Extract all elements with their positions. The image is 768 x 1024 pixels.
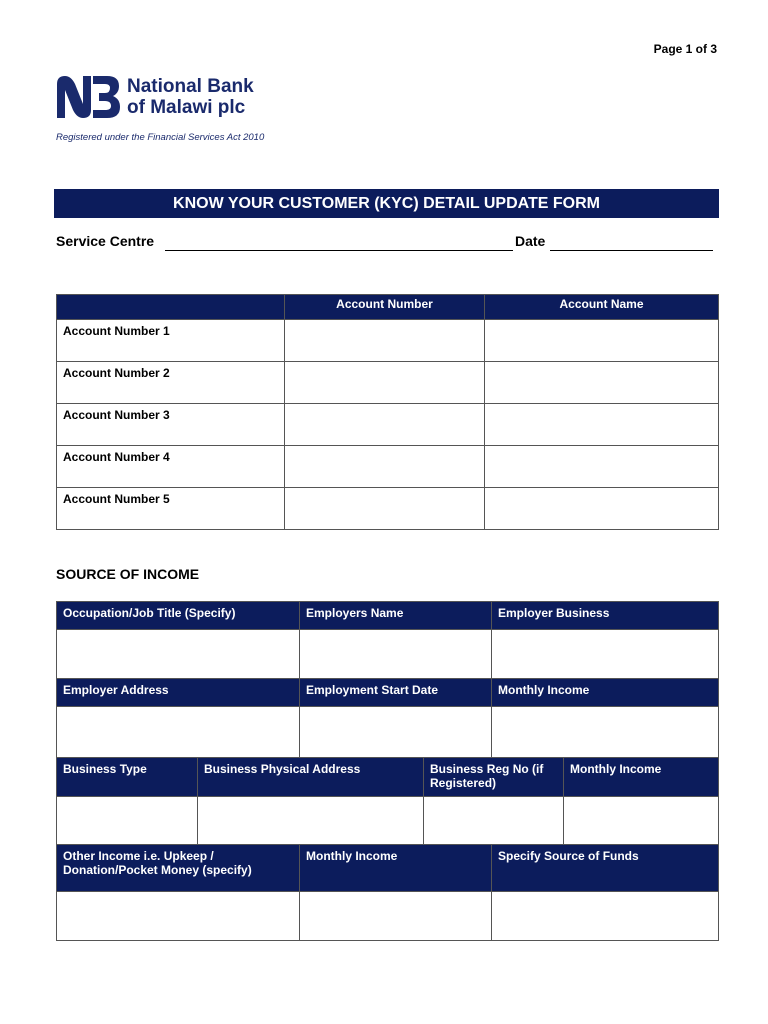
- table-header-row: [57, 295, 719, 320]
- business-address-cell[interactable]: [198, 797, 424, 846]
- table-row: [57, 797, 719, 846]
- account-name-cell[interactable]: [485, 404, 719, 446]
- employers-name-header: Employers Name: [300, 602, 492, 630]
- bank-name: National Bank of Malawi plc: [127, 76, 254, 118]
- registration-tagline: Registered under the Financial Services Act 2010: [56, 132, 265, 143]
- table-row: [57, 630, 719, 679]
- table-row: [57, 320, 719, 362]
- source-of-income-title: SOURCE OF INCOME: [56, 566, 200, 582]
- account-number-cell[interactable]: [285, 446, 485, 488]
- source-of-funds-cell[interactable]: [492, 892, 719, 941]
- account-number-cell[interactable]: [285, 404, 485, 446]
- occupation-header: Occupation/Job Title (Specify): [57, 602, 300, 630]
- employer-business-cell[interactable]: [492, 630, 719, 679]
- other-income-header: Other Income i.e. Upkeep / Donation/Pocket Money (specify): [57, 845, 300, 892]
- account-name-cell[interactable]: [485, 362, 719, 404]
- page-number: Page 1 of 3: [653, 42, 717, 56]
- source-of-funds-header: Specify Source of Funds: [492, 845, 719, 892]
- table-header-row: [57, 679, 719, 707]
- form-title: KNOW YOUR CUSTOMER (KYC) DETAIL UPDATE FORM: [54, 189, 719, 218]
- monthly-income-header: Monthly Income: [564, 758, 719, 797]
- account-number-cell[interactable]: [285, 320, 485, 362]
- employers-name-cell[interactable]: [300, 630, 492, 679]
- account-number-cell[interactable]: [285, 488, 485, 530]
- date-field[interactable]: [550, 250, 713, 251]
- bank-logo: [55, 72, 295, 124]
- table-row: [57, 404, 719, 446]
- table-header-row: [57, 602, 719, 630]
- business-address-header: Business Physical Address: [198, 758, 424, 797]
- table-row: [57, 892, 719, 941]
- business-reg-header: Business Reg No (if Registered): [424, 758, 564, 797]
- table-header: Account Name: [485, 295, 719, 320]
- service-centre-label: Service Centre: [56, 233, 155, 249]
- nbm-logo-icon: [55, 74, 121, 120]
- monthly-income-cell[interactable]: [300, 892, 492, 941]
- accounts-table: [56, 294, 719, 530]
- income-table-a: [56, 601, 719, 758]
- table-row: [57, 707, 719, 758]
- employer-business-header: Employer Business: [492, 602, 719, 630]
- date-label: Date: [515, 233, 546, 249]
- business-type-header: Business Type: [57, 758, 198, 797]
- employer-address-cell[interactable]: [57, 707, 300, 758]
- income-table-b: [56, 757, 719, 846]
- service-centre-field[interactable]: [165, 250, 513, 251]
- table-header: Account Number: [285, 295, 485, 320]
- employment-start-date-cell[interactable]: [300, 707, 492, 758]
- account-name-cell[interactable]: [485, 446, 719, 488]
- account-name-cell[interactable]: [485, 320, 719, 362]
- row-label: Account Number 4: [57, 446, 285, 488]
- business-type-cell[interactable]: [57, 797, 198, 846]
- table-row: [57, 488, 719, 530]
- row-label: Account Number 1: [57, 320, 285, 362]
- other-income-cell[interactable]: [57, 892, 300, 941]
- table-row: [57, 446, 719, 488]
- row-label: Account Number 3: [57, 404, 285, 446]
- table-header-row: [57, 845, 719, 892]
- monthly-income-header: Monthly Income: [300, 845, 492, 892]
- table-header-row: [57, 758, 719, 797]
- row-label: Account Number 5: [57, 488, 285, 530]
- account-name-cell[interactable]: [485, 488, 719, 530]
- table-header: [57, 295, 285, 320]
- employer-address-header: Employer Address: [57, 679, 300, 707]
- occupation-cell[interactable]: [57, 630, 300, 679]
- income-table-c: [56, 844, 719, 941]
- business-reg-cell[interactable]: [424, 797, 564, 846]
- account-number-cell[interactable]: [285, 362, 485, 404]
- table-row: [57, 362, 719, 404]
- row-label: Account Number 2: [57, 362, 285, 404]
- monthly-income-cell[interactable]: [564, 797, 719, 846]
- monthly-income-header: Monthly Income: [492, 679, 719, 707]
- monthly-income-cell[interactable]: [492, 707, 719, 758]
- employment-start-date-header: Employment Start Date: [300, 679, 492, 707]
